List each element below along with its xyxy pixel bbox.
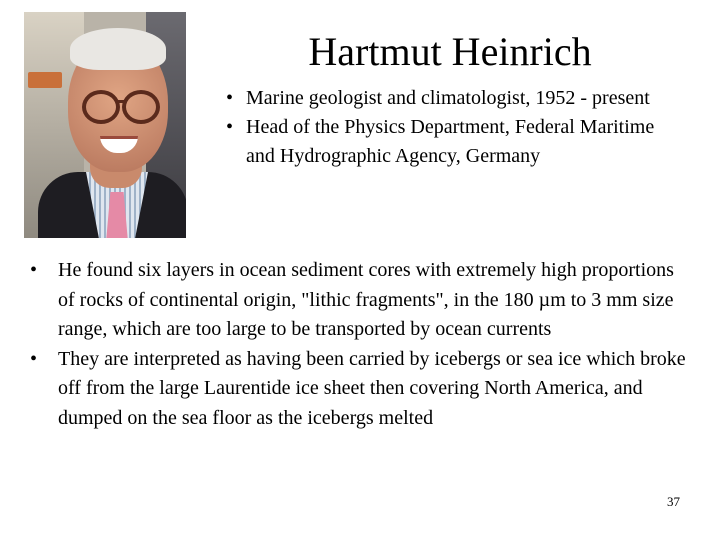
- page-number: 37: [667, 494, 680, 509]
- main-bullet-list: [30, 256, 690, 433]
- bullet-marker: •: [226, 116, 234, 138]
- main-bullet-text: He found six layers in ocean sediment cores with extremely high proportions of rocks of continental origin, "lithic fragments", in the 180 µm to 3 mm size range, which are too large to be transported by ocean currents: [58, 259, 674, 340]
- photo-background-sign: [28, 72, 62, 88]
- main-bullet-item: [30, 256, 690, 345]
- bullet-marker: •: [226, 87, 234, 109]
- photo-glasses-left: [82, 90, 120, 124]
- main-bullet-text: They are interpreted as having been carried by icebergs or sea ice which broke off from the large Laurentide ice sheet then covering North America, and dumped on the sea floor as the icebergs melted: [58, 347, 686, 429]
- main-bullet-item: [30, 345, 690, 434]
- photo-hair: [70, 28, 166, 70]
- intro-bullet-item: [226, 84, 666, 113]
- slide-title: Hartmut Heinrich: [308, 29, 592, 74]
- intro-bullet-list: [226, 84, 666, 171]
- photo-glasses-right: [122, 90, 160, 124]
- portrait-photo: [24, 12, 186, 238]
- photo-glasses-bridge: [118, 100, 126, 103]
- intro-bullet-item: [226, 113, 666, 171]
- bullet-marker: •: [30, 347, 38, 370]
- intro-bullet-text: Head of the Physics Department, Federal Maritime and Hydrographic Agency, Germany: [246, 116, 655, 167]
- intro-bullet-text: Marine geologist and climatologist, 1952 - present: [246, 87, 650, 109]
- bullet-marker: •: [30, 259, 38, 281]
